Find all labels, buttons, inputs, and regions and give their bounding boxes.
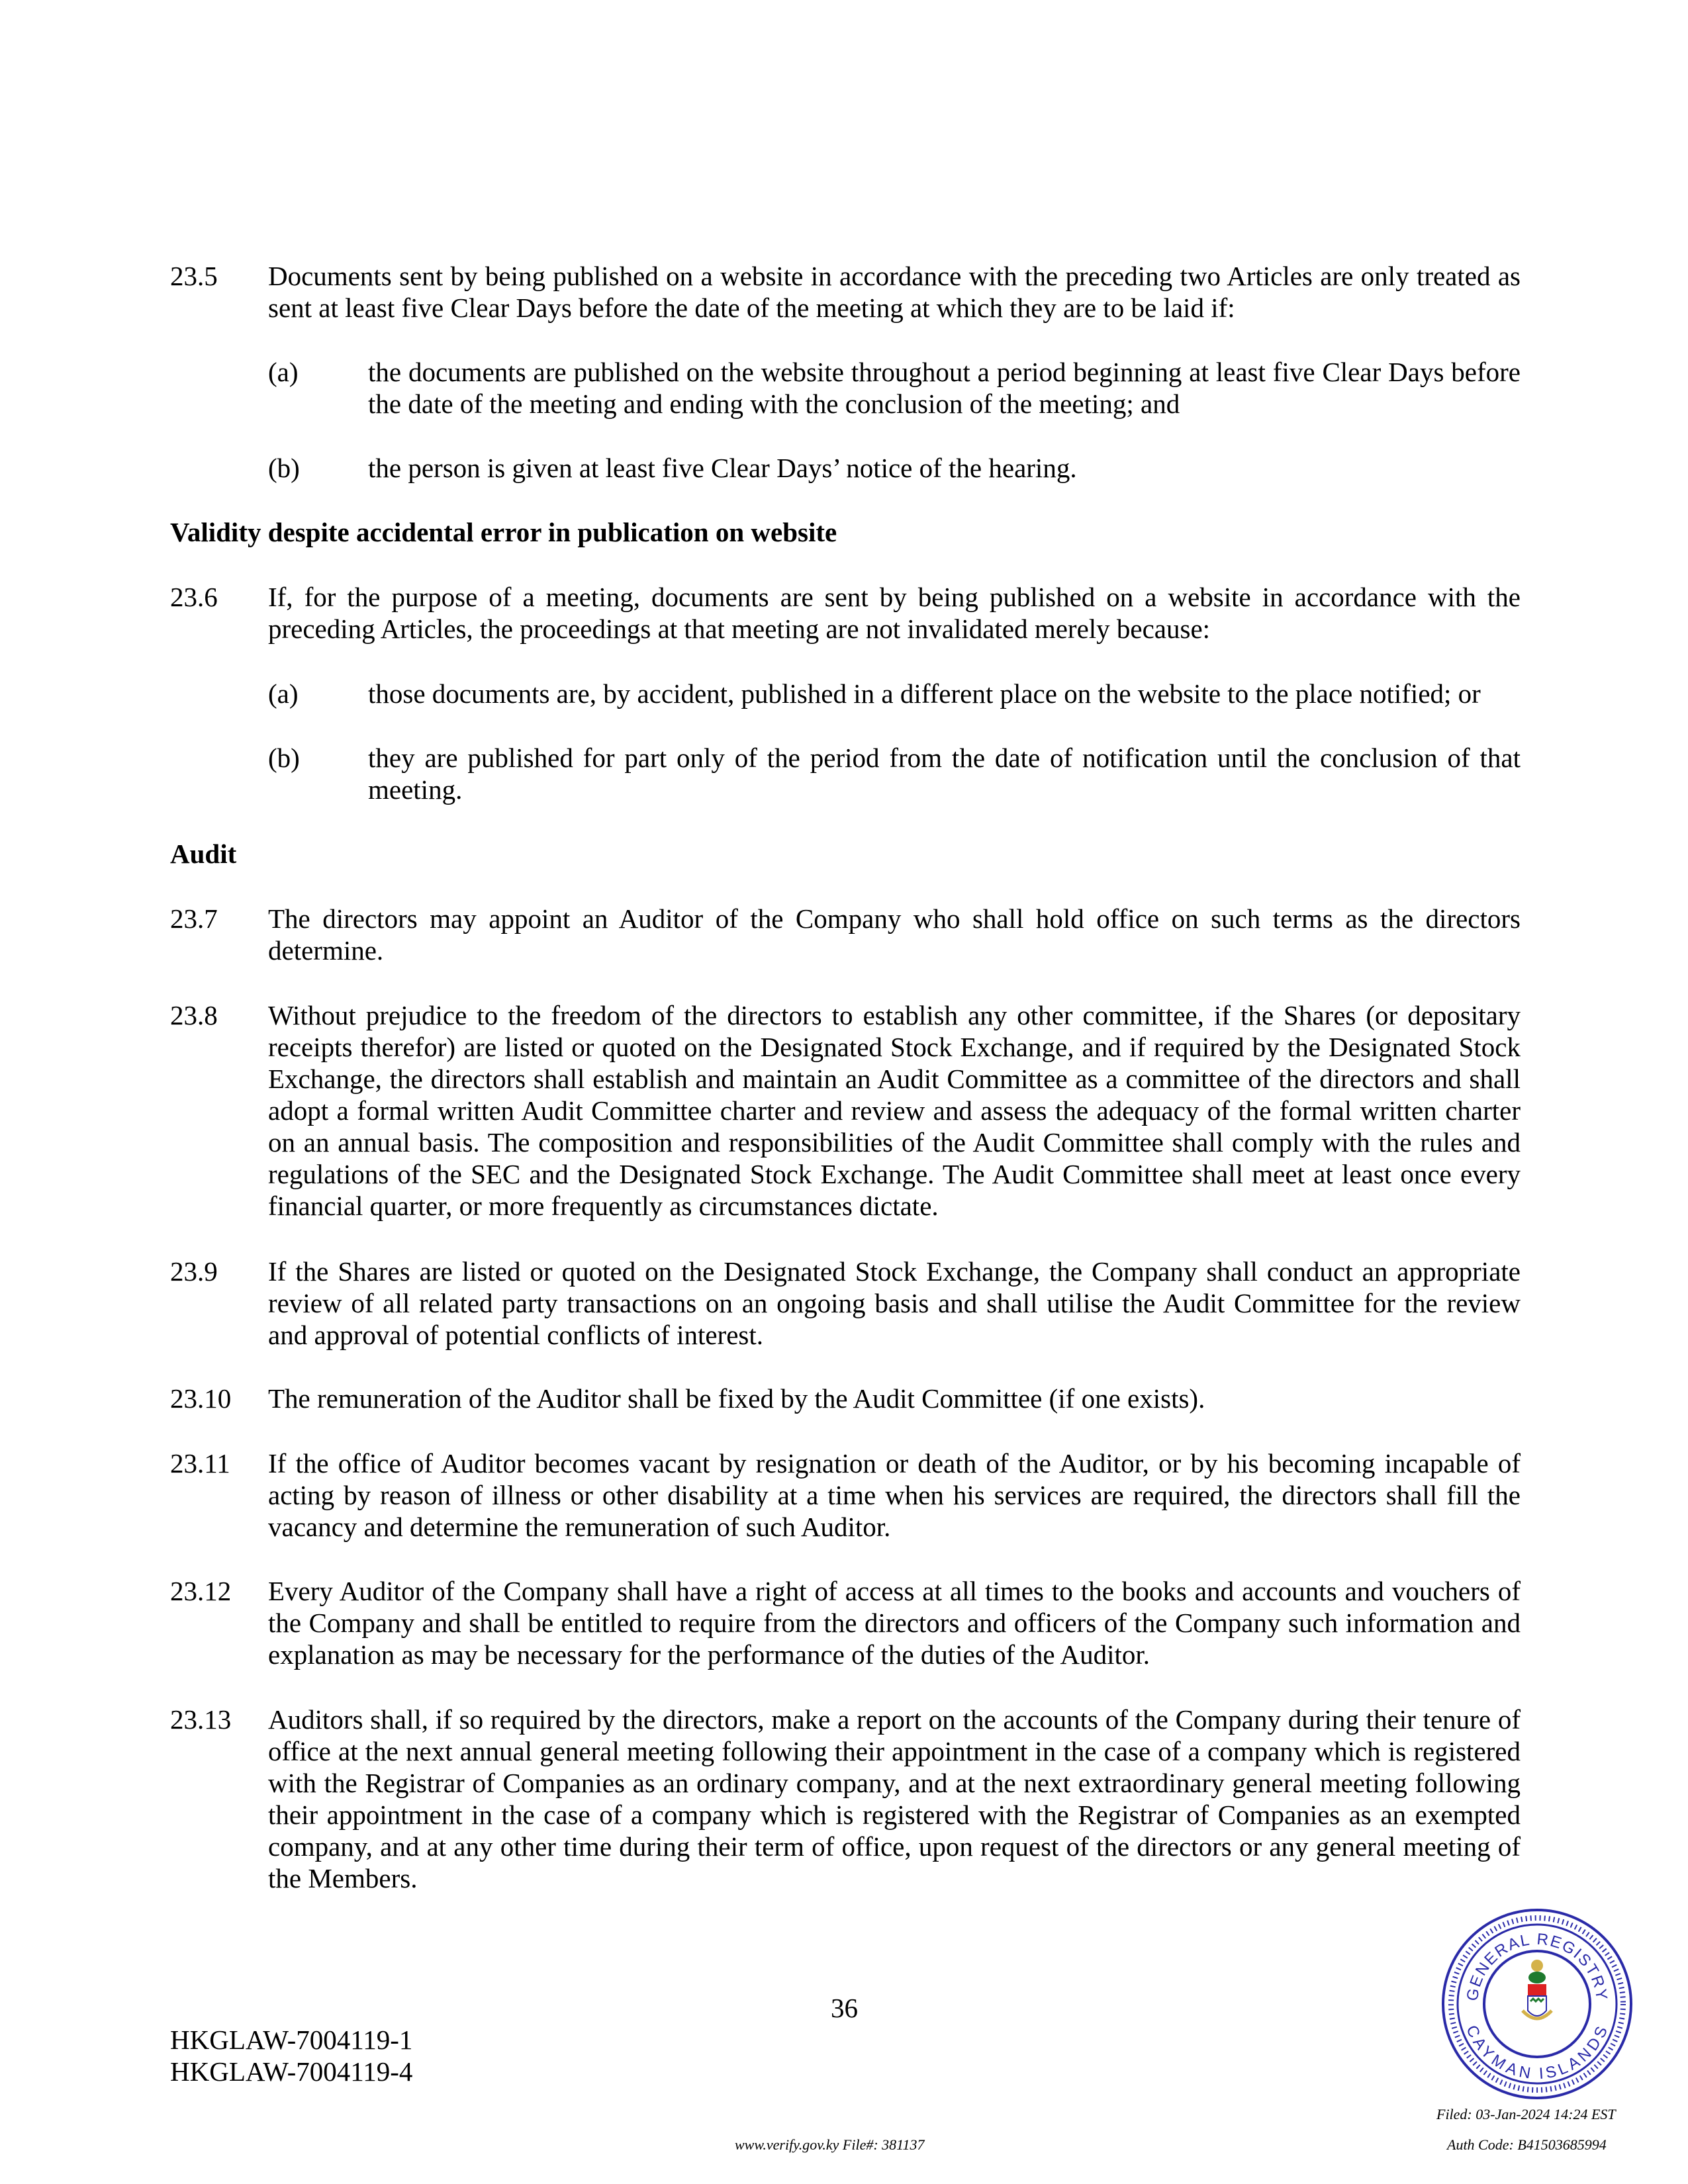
clause-23-6-b <box>268 742 1521 805</box>
clause-number: 23.7 <box>170 903 218 934</box>
page-number: 36 <box>831 1993 858 2023</box>
clause-text: Documents sent by being published on a website in accordance with the preceding two Articles are only treated as sent at least five Clear Days before the date of the meeting at which they are to be laid if: <box>268 261 1521 323</box>
clause-number: 23.5 <box>170 261 218 291</box>
sub-label: (b) <box>268 453 300 483</box>
clause-23-5-a <box>268 356 1521 420</box>
doc-ref-1: HKGLAW-7004119-1 <box>170 2025 413 2055</box>
auth-code: Auth Code: B41503685994 <box>1447 2136 1607 2153</box>
clause-text: Auditors shall, if so required by the directors, make a report on the accounts of the Company during their tenure of office at the next annual general meeting following their appointment in the case of a company which is registered with the Registrar of Companies as an ordinary company, and at the next extraordinary general meeting following their appointment in the case of a company which is registered with the Registrar of Companies as an exempted company, and at any other time during their term of office, upon request of the directors or any general meeting of the Members. <box>268 1704 1521 1893</box>
filed-timestamp: Filed: 03-Jan-2024 14:24 EST <box>1436 2106 1616 2122</box>
clause-23-8 <box>170 999 1521 1222</box>
sub-text: those documents are, by accident, published in a different place on the website to the place notified; or <box>368 678 1481 709</box>
sub-text: the documents are published on the website throughout a period beginning at least five Clear Days before the date of the meeting and ending with the conclusion of the meeting; and <box>368 357 1521 419</box>
clause-23-7 <box>170 903 1521 966</box>
clause-text: If the Shares are listed or quoted on the Designated Stock Exchange, the Company shall conduct an appropriate review of all related party transactions on an ongoing basis and shall utilise the Audit Committee for the review and approval of potential conflicts of interest. <box>268 1256 1521 1350</box>
clause-number: 23.9 <box>170 1256 218 1287</box>
clause-number: 23.8 <box>170 1000 218 1030</box>
sub-label: (b) <box>268 743 300 773</box>
clause-23-6 <box>170 581 1521 645</box>
clause-number: 23.13 <box>170 1704 232 1735</box>
clause-23-11 <box>170 1447 1521 1543</box>
clause-23-10 <box>170 1383 1521 1414</box>
clause-number: 23.11 <box>170 1448 230 1479</box>
section-heading-audit: Audit <box>170 839 237 869</box>
clause-text: Every Auditor of the Company shall have a right of access at all times to the books and accounts and vouchers of the Company and shall be entitled to require from the directors and officers of the Company such information and explanation as may be necessary for the performance of the duties of the Auditor. <box>268 1576 1521 1670</box>
clause-23-9 <box>170 1255 1521 1351</box>
clause-23-12 <box>170 1575 1521 1670</box>
clause-text: The remuneration of the Auditor shall be fixed by the Audit Committee (if one exists). <box>268 1383 1205 1414</box>
sub-text: they are published for part only of the period from the date of notification until the conclusion of that meeting. <box>368 743 1521 805</box>
clause-23-13 <box>170 1704 1521 1894</box>
registry-seal <box>1438 1905 1636 2103</box>
clause-text: If, for the purpose of a meeting, documents are sent by being published on a website in accordance with the preceding Articles, the proceedings at that meeting are not invalidated merely because: <box>268 582 1521 644</box>
coat-of-arms-icon <box>1523 1960 1552 2019</box>
clause-text: If the office of Auditor becomes vacant by resignation or death of the Auditor, or by his becoming incapable of acting by reason of illness or other disability at a time when his services are required, the directors shall fill the vacancy and determine the remuneration of such Auditor. <box>268 1448 1521 1542</box>
svg-text:CAYMAN ISLANDS: CAYMAN ISLANDS <box>1462 2023 1612 2083</box>
clause-text: The directors may appoint an Auditor of the Company who shall hold office on such terms as the directors determine. <box>268 903 1521 966</box>
clause-23-5-b <box>268 452 1521 484</box>
sub-text: the person is given at least five Clear Days’ notice of the hearing. <box>368 453 1077 483</box>
svg-text:GENERAL REGISTRY: GENERAL REGISTRY <box>1463 1930 1611 2003</box>
verify-link[interactable]: www.verify.gov.ky File#: 381137 <box>735 2136 925 2153</box>
section-heading-validity: Validity despite accidental error in publication on website <box>170 517 837 547</box>
clause-23-5 <box>170 260 1521 324</box>
clause-number: 23.12 <box>170 1576 232 1606</box>
sub-label: (a) <box>268 678 299 709</box>
clause-23-6-a <box>268 678 1521 709</box>
doc-ref-2: HKGLAW-7004119-4 <box>170 2056 413 2087</box>
clause-number: 23.10 <box>170 1383 232 1414</box>
sub-label: (a) <box>268 357 299 387</box>
clause-text: Without prejudice to the freedom of the directors to establish any other committee, if the Shares (or depositary receipts therefor) are listed or quoted on the Designated Stock Exchange, and if required by the Designated Stock Exchange, the directors shall establish and maintain an Audit Committee as a committee of the directors and shall adopt a formal written Audit Committee charter and review and assess the adequacy of the formal written charter on an annual basis. The composition and responsibilities of the Audit Committee shall comply with the rules and regulations of the SEC and the Designated Stock Exchange. The Audit Committee shall meet at least once every financial quarter, or more frequently as circumstances dictate. <box>268 1000 1521 1221</box>
clause-number: 23.6 <box>170 582 218 612</box>
